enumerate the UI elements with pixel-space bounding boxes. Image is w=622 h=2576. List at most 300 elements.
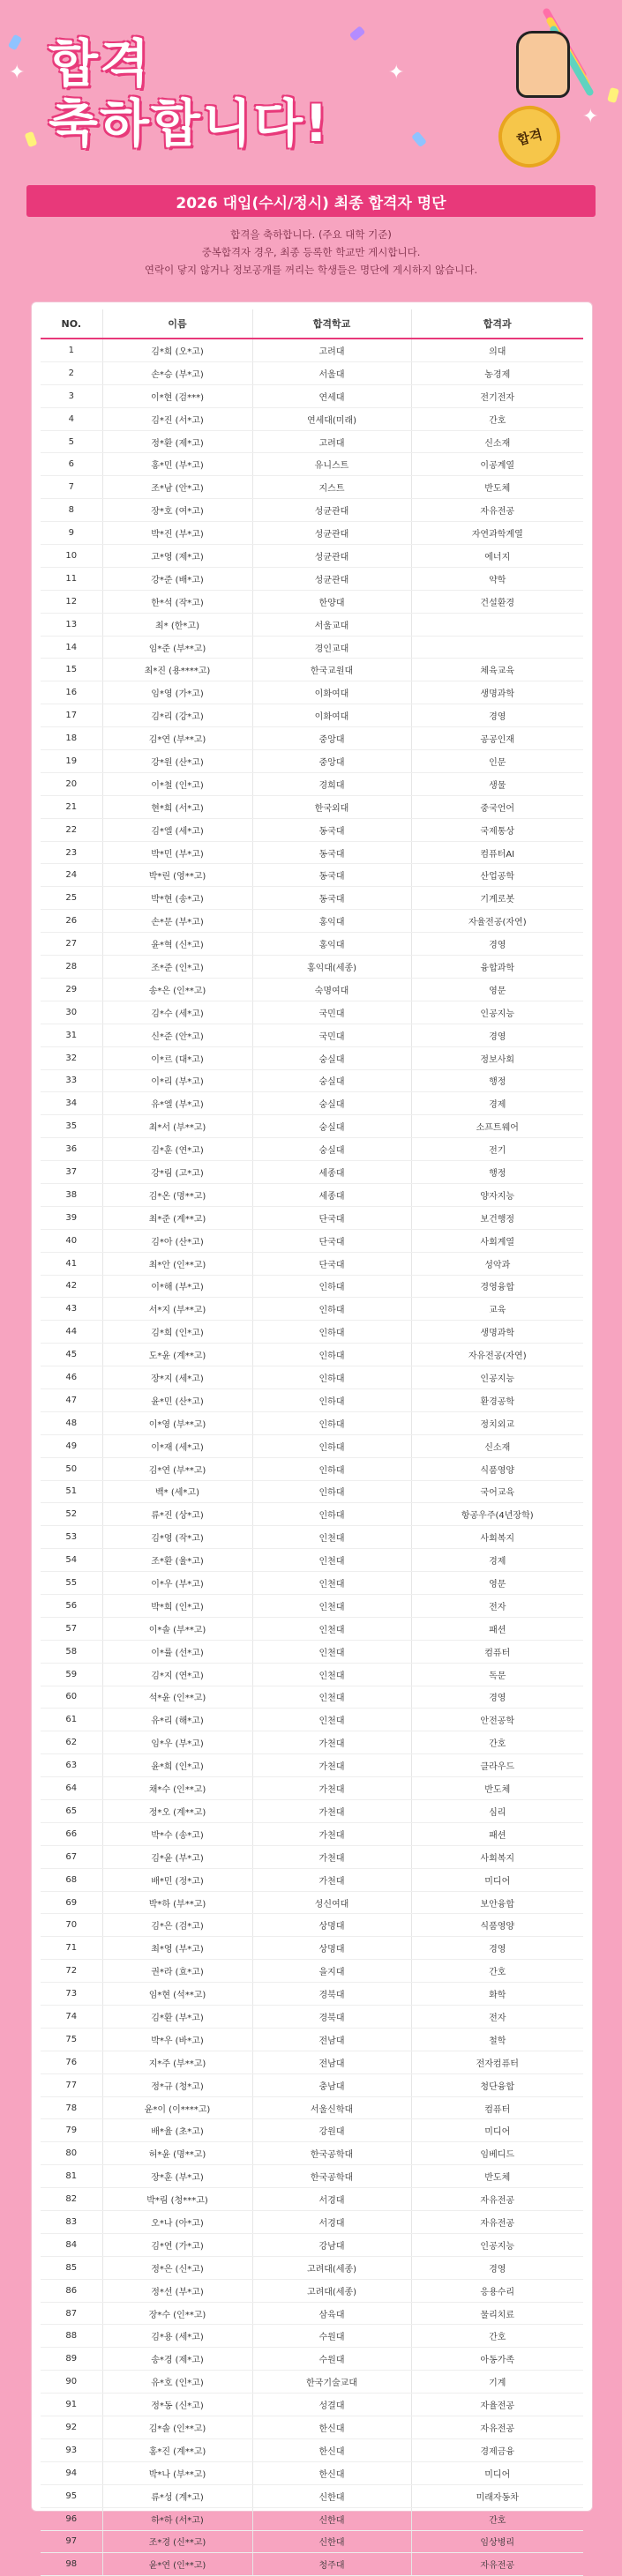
major-name: 보안융합 [411, 1891, 583, 1914]
table-row [41, 2325, 583, 2348]
school-name: 이화여대 [252, 704, 411, 727]
table-row [41, 1366, 583, 1389]
row-number: 55 [41, 1572, 102, 1595]
student-name: 이*현 (검***) [102, 384, 252, 407]
major-name: 자유전공 [411, 2188, 583, 2211]
row-number: 48 [41, 1411, 102, 1434]
row-number: 38 [41, 1183, 102, 1206]
school-name: 인천대 [252, 1663, 411, 1686]
student-name: 조*환 (율*고) [102, 1549, 252, 1572]
row-number: 46 [41, 1366, 102, 1389]
student-name: 김*훈 (연*고) [102, 1138, 252, 1161]
student-name: 윤*민 (산*고) [102, 1389, 252, 1411]
table-row [41, 1731, 583, 1754]
row-number: 64 [41, 1777, 102, 1800]
table-row [41, 1389, 583, 1411]
table-row [41, 704, 583, 727]
student-name: 강*원 (산*고) [102, 750, 252, 773]
row-number: 12 [41, 590, 102, 613]
student-name: 김*리 (강*고) [102, 704, 252, 727]
student-name: 정*오 (계**고) [102, 1800, 252, 1823]
table-row [41, 1868, 583, 1891]
row-number: 32 [41, 1046, 102, 1069]
row-number: 2 [41, 361, 102, 384]
table-row [41, 1617, 583, 1640]
student-name: 유*호 (인*고) [102, 2371, 252, 2394]
major-name: 자유전공 [411, 499, 583, 522]
major-name: 식품영양 [411, 1914, 583, 1937]
table-row [41, 2073, 583, 2096]
student-name: 박*린 (영**고) [102, 864, 252, 887]
school-name: 경인교대 [252, 636, 411, 659]
row-number: 26 [41, 910, 102, 933]
student-name: 장*지 (세*고) [102, 1366, 252, 1389]
row-number: 97 [41, 2530, 102, 2553]
major-name: 간호 [411, 1960, 583, 1983]
table-row [41, 1321, 583, 1344]
table-row [41, 2371, 583, 2394]
row-number: 52 [41, 1503, 102, 1526]
table-body [41, 339, 583, 2576]
row-number: 67 [41, 1845, 102, 1868]
major-name: 물리치료 [411, 2302, 583, 2325]
major-name: 전자 [411, 2006, 583, 2029]
notice-text [26, 226, 596, 279]
school-name: 고려대(세종) [252, 2256, 411, 2279]
results-card [31, 302, 593, 2572]
row-number: 15 [41, 659, 102, 681]
student-name: 윤*희 (인*고) [102, 1754, 252, 1777]
table-row [41, 499, 583, 522]
major-name: 신소재 [411, 430, 583, 453]
table-row [41, 2256, 583, 2279]
row-number: 7 [41, 476, 102, 499]
table-row [41, 910, 583, 933]
table-row [41, 1549, 583, 1572]
table-row [41, 1594, 583, 1617]
school-name: 강남대 [252, 2233, 411, 2256]
table-row [41, 430, 583, 453]
row-number: 51 [41, 1480, 102, 1503]
table-row [41, 681, 583, 704]
student-name: 박*희 (인*고) [102, 1594, 252, 1617]
row-number: 84 [41, 2233, 102, 2256]
school-name: 인천대 [252, 1709, 411, 1731]
major-name: 패션 [411, 1822, 583, 1845]
row-number: 23 [41, 841, 102, 864]
row-number: 37 [41, 1161, 102, 1184]
school-name: 고려대(세종) [252, 2279, 411, 2302]
table-row [41, 1914, 583, 1937]
row-number: 63 [41, 1754, 102, 1777]
major-name: 공공인재 [411, 727, 583, 750]
school-name: 가천대 [252, 1822, 411, 1845]
school-name: 숭실대 [252, 1138, 411, 1161]
confetti-piece [8, 34, 23, 51]
school-name: 고려대 [252, 430, 411, 453]
school-name: 청주대 [252, 2553, 411, 2576]
table-row [41, 818, 583, 841]
row-number: 94 [41, 2461, 102, 2484]
row-number: 9 [41, 522, 102, 545]
table-row [41, 1092, 583, 1115]
school-name: 성신여대 [252, 1891, 411, 1914]
student-name: 고*영 (제*고) [102, 545, 252, 568]
school-name: 고려대 [252, 339, 411, 361]
school-name: 인하대 [252, 1366, 411, 1389]
row-number: 31 [41, 1024, 102, 1046]
row-number: 21 [41, 795, 102, 818]
school-name: 홍익대 [252, 910, 411, 933]
major-name: 경영 [411, 1686, 583, 1709]
major-name: 성악과 [411, 1252, 583, 1275]
school-name: 경북대 [252, 2006, 411, 2029]
student-name: 이*우 (부*고) [102, 1572, 252, 1595]
row-number: 80 [41, 2142, 102, 2165]
row-number: 95 [41, 2484, 102, 2507]
title-line-2: 축하합니다! [49, 93, 330, 153]
school-name: 홍익대 [252, 933, 411, 956]
student-name: 조*남 (안*고) [102, 476, 252, 499]
major-name: 자율전공 [411, 2394, 583, 2416]
table-row [41, 339, 583, 361]
major-name: 신소재 [411, 1434, 583, 1457]
student-name: 강*준 (배*고) [102, 567, 252, 590]
row-number: 29 [41, 978, 102, 1001]
school-name: 한신대 [252, 2438, 411, 2461]
major-name: 반도체 [411, 476, 583, 499]
student-name: 이*재 (세*고) [102, 1434, 252, 1457]
major-name: 정치외교 [411, 1411, 583, 1434]
school-name: 지스트 [252, 476, 411, 499]
row-number: 89 [41, 2348, 102, 2371]
table-row [41, 1891, 583, 1914]
row-number: 34 [41, 1092, 102, 1115]
major-name: 화학 [411, 1983, 583, 2006]
student-name: 최*안 (인**고) [102, 1252, 252, 1275]
student-name: 김*아 (산*고) [102, 1229, 252, 1252]
row-number: 60 [41, 1686, 102, 1709]
major-name: 보건행정 [411, 1206, 583, 1229]
school-name: 인하대 [252, 1503, 411, 1526]
table-row [41, 2233, 583, 2256]
table-row [41, 2188, 583, 2211]
table-row [41, 453, 583, 476]
table-row [41, 2028, 583, 2051]
major-name: 전기 [411, 1138, 583, 1161]
table-row [41, 1960, 583, 1983]
row-number: 8 [41, 499, 102, 522]
row-number: 69 [41, 1891, 102, 1914]
major-name: 반도체 [411, 1777, 583, 1800]
major-name: 철학 [411, 2028, 583, 2051]
major-name: 간호 [411, 407, 583, 430]
school-name: 연세대 [252, 384, 411, 407]
major-name: 농경제 [411, 361, 583, 384]
school-name: 숭실대 [252, 1046, 411, 1069]
student-name: 박*진 (부*고) [102, 522, 252, 545]
school-name: 인하대 [252, 1389, 411, 1411]
major-name: 반도체 [411, 2165, 583, 2188]
row-number: 14 [41, 636, 102, 659]
table-row [41, 1434, 583, 1457]
student-name: 권*라 (효*고) [102, 1960, 252, 1983]
major-name: 융합과학 [411, 956, 583, 979]
student-name: 이*해 (부*고) [102, 1275, 252, 1298]
school-name: 동국대 [252, 841, 411, 864]
major-name: 독문 [411, 1663, 583, 1686]
row-number: 73 [41, 1983, 102, 2006]
student-name: 박*림 (청***고) [102, 2188, 252, 2211]
school-name: 가천대 [252, 1868, 411, 1891]
table-row [41, 1138, 583, 1161]
row-number: 11 [41, 567, 102, 590]
major-name: 약학 [411, 567, 583, 590]
row-number: 22 [41, 818, 102, 841]
sparkle-icon: ✦ [9, 62, 26, 84]
notice-line: 합격을 축하합니다. (주요 대학 기준) [230, 228, 392, 241]
major-name: 전자컴퓨터 [411, 2051, 583, 2073]
school-name: 경희대 [252, 772, 411, 795]
header-major: 합격과 [411, 309, 583, 339]
major-name: 청단융합 [411, 2073, 583, 2096]
row-number: 96 [41, 2507, 102, 2530]
row-number: 58 [41, 1640, 102, 1663]
school-name: 한국기술교대 [252, 2371, 411, 2394]
school-name: 인하대 [252, 1480, 411, 1503]
school-name: 가천대 [252, 1845, 411, 1868]
student-name: 이*률 (선*고) [102, 1640, 252, 1663]
major-name: 항공우주(4년장학) [411, 1503, 583, 1526]
title-line-1: 합격 [49, 34, 152, 93]
major-name: 영문 [411, 1572, 583, 1595]
major-name: 경영융합 [411, 1275, 583, 1298]
school-name: 충남대 [252, 2073, 411, 2096]
row-number: 83 [41, 2211, 102, 2234]
school-name: 인천대 [252, 1617, 411, 1640]
confetti-piece [411, 131, 427, 148]
student-name: 김*은 (검*고) [102, 1914, 252, 1937]
table-row [41, 956, 583, 979]
student-name: 정*환 (제*고) [102, 430, 252, 453]
row-number: 91 [41, 2394, 102, 2416]
row-number: 16 [41, 681, 102, 704]
school-name: 동국대 [252, 818, 411, 841]
school-name: 숭실대 [252, 1115, 411, 1138]
school-name: 경북대 [252, 1983, 411, 2006]
student-name: 류*진 (상*고) [102, 1503, 252, 1526]
student-name: 유*엘 (부*고) [102, 1092, 252, 1115]
table-row [41, 2165, 583, 2188]
student-name: 장*훈 (부*고) [102, 2165, 252, 2188]
major-name: 자율전공(자연) [411, 910, 583, 933]
major-name: 식품영양 [411, 1457, 583, 1480]
school-name: 동국대 [252, 864, 411, 887]
row-number: 42 [41, 1275, 102, 1298]
row-number: 93 [41, 2438, 102, 2461]
student-name: 배*민 (정*고) [102, 1868, 252, 1891]
major-name: 정보사회 [411, 1046, 583, 1069]
table-row [41, 2142, 583, 2165]
row-number: 45 [41, 1344, 102, 1366]
school-name: 인천대 [252, 1686, 411, 1709]
major-name: 간호 [411, 1731, 583, 1754]
table-row [41, 978, 583, 1001]
fist-icon [516, 31, 570, 98]
student-name: 김*영 (작*고) [102, 1526, 252, 1549]
row-number: 6 [41, 453, 102, 476]
school-name: 가천대 [252, 1800, 411, 1823]
major-name: 교육 [411, 1298, 583, 1321]
row-number: 61 [41, 1709, 102, 1731]
student-name: 임*영 (가*고) [102, 681, 252, 704]
major-name: 중국언어 [411, 795, 583, 818]
table-row [41, 1480, 583, 1503]
student-name: 정*선 (부*고) [102, 2279, 252, 2302]
confetti-piece [607, 87, 619, 103]
major-name: 경영 [411, 2256, 583, 2279]
major-name: 임베디드 [411, 2142, 583, 2165]
table-row [41, 1937, 583, 1960]
student-name: 정*은 (신*고) [102, 2256, 252, 2279]
school-name: 한국공학대 [252, 2142, 411, 2165]
row-number: 59 [41, 1663, 102, 1686]
major-name: 인공지능 [411, 1001, 583, 1024]
school-name: 중앙대 [252, 750, 411, 773]
table-row [41, 2438, 583, 2461]
school-name: 인천대 [252, 1640, 411, 1663]
table-row [41, 2416, 583, 2439]
student-name: 김*지 (연*고) [102, 1663, 252, 1686]
school-name: 전남대 [252, 2028, 411, 2051]
major-name: 경영 [411, 933, 583, 956]
row-number: 87 [41, 2302, 102, 2325]
student-name: 김*수 (세*고) [102, 1001, 252, 1024]
school-name: 수원대 [252, 2325, 411, 2348]
school-name: 수원대 [252, 2348, 411, 2371]
school-name: 단국대 [252, 1229, 411, 1252]
school-name: 국민대 [252, 1024, 411, 1046]
student-name: 지*주 (부**고) [102, 2051, 252, 2073]
table-row [41, 545, 583, 568]
notice-line: 연락이 닿지 않거나 정보공개를 꺼리는 학생들은 명단에 게시하지 않습니다. [144, 264, 478, 276]
student-name: 임*준 (부**고) [102, 636, 252, 659]
table-row [41, 1457, 583, 1480]
major-name: 체육교육 [411, 659, 583, 681]
major-name: 경제 [411, 1549, 583, 1572]
table-row [41, 1161, 583, 1184]
school-name: 서경대 [252, 2211, 411, 2234]
student-name: 석*윤 (인**고) [102, 1686, 252, 1709]
major-name: 양자지능 [411, 1183, 583, 1206]
table-row [41, 795, 583, 818]
student-name: 김*온 (명**고) [102, 1183, 252, 1206]
school-name: 숭실대 [252, 1092, 411, 1115]
table-row [41, 522, 583, 545]
school-name: 인천대 [252, 1594, 411, 1617]
table-row [41, 887, 583, 910]
table-row [41, 1298, 583, 1321]
school-name: 인천대 [252, 1526, 411, 1549]
row-number: 5 [41, 430, 102, 453]
school-name: 신한대 [252, 2484, 411, 2507]
row-number: 82 [41, 2188, 102, 2211]
major-name: 패션 [411, 1617, 583, 1640]
row-number: 62 [41, 1731, 102, 1754]
row-number: 54 [41, 1549, 102, 1572]
major-name: 미디어 [411, 1868, 583, 1891]
major-name: 아동가족 [411, 2348, 583, 2371]
row-number: 47 [41, 1389, 102, 1411]
school-name: 성균관대 [252, 545, 411, 568]
school-name: 서울대 [252, 361, 411, 384]
confetti-piece [349, 26, 366, 41]
student-name: 송*경 (제*고) [102, 2348, 252, 2371]
major-name: 행정 [411, 1069, 583, 1092]
student-name: 김*윤 (부*고) [102, 1845, 252, 1868]
school-name: 한신대 [252, 2416, 411, 2439]
major-name: 자연과학계열 [411, 522, 583, 545]
table-header-row [41, 309, 583, 339]
student-name: 최*준 (계**고) [102, 1206, 252, 1229]
major-name: 국제통상 [411, 818, 583, 841]
row-number: 70 [41, 1914, 102, 1937]
school-name: 단국대 [252, 1206, 411, 1229]
major-name [411, 636, 583, 659]
student-name: 김*환 (부*고) [102, 2006, 252, 2029]
school-name: 세종대 [252, 1161, 411, 1184]
sparkle-icon: ✦ [388, 62, 405, 84]
row-number: 17 [41, 704, 102, 727]
student-name: 이*철 (인*고) [102, 772, 252, 795]
major-name: 기계 [411, 2371, 583, 2394]
table-row [41, 772, 583, 795]
major-name: 국어교육 [411, 1480, 583, 1503]
major-name: 환경공학 [411, 1389, 583, 1411]
table-row [41, 2051, 583, 2073]
sparkle-icon: ✦ [582, 106, 599, 128]
school-name: 가천대 [252, 1754, 411, 1777]
results-table [41, 309, 583, 2576]
school-name: 서울교대 [252, 613, 411, 636]
row-number: 28 [41, 956, 102, 979]
school-name: 상명대 [252, 1914, 411, 1937]
table-row [41, 1822, 583, 1845]
student-name: 김*진 (서*고) [102, 407, 252, 430]
table-row [41, 750, 583, 773]
header-school: 합격학교 [252, 309, 411, 339]
school-name: 전남대 [252, 2051, 411, 2073]
school-name: 인하대 [252, 1457, 411, 1480]
table-row [41, 1983, 583, 2006]
notice-line: 중복합격자 경우, 최종 등록한 학교만 게시합니다. [201, 246, 421, 258]
table-row [41, 384, 583, 407]
row-number: 18 [41, 727, 102, 750]
school-name: 홍익대(세종) [252, 956, 411, 979]
row-number: 53 [41, 1526, 102, 1549]
table-row [41, 2394, 583, 2416]
student-name: 장*수 (인**고) [102, 2302, 252, 2325]
major-name: 생명과학 [411, 1321, 583, 1344]
major-name: 임상병리 [411, 2530, 583, 2553]
table-row [41, 1572, 583, 1595]
major-name: 미래자동차 [411, 2484, 583, 2507]
row-number: 44 [41, 1321, 102, 1344]
major-name: 미디어 [411, 2119, 583, 2142]
school-name: 단국대 [252, 1252, 411, 1275]
school-name: 유니스트 [252, 453, 411, 476]
school-name: 성결대 [252, 2394, 411, 2416]
